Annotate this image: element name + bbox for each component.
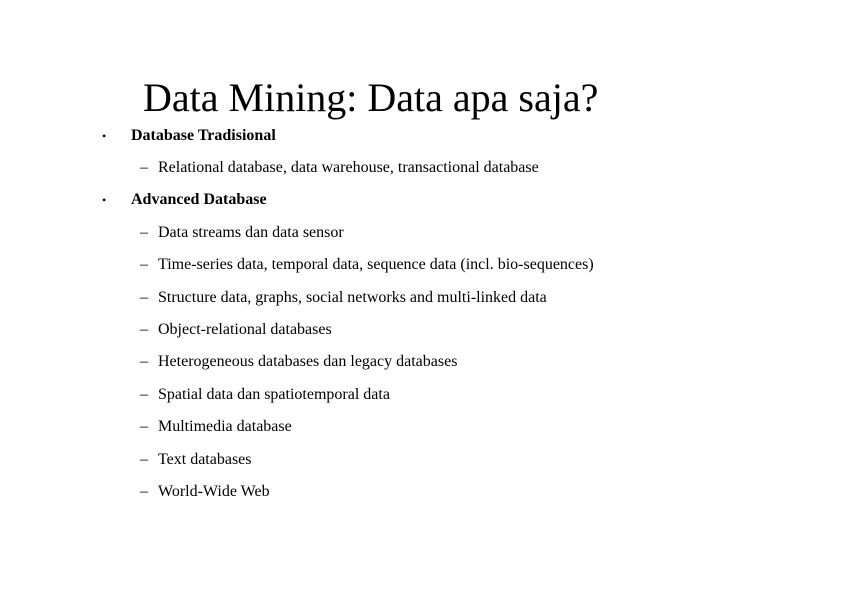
dash-marker: – bbox=[140, 159, 148, 176]
dash-marker: – bbox=[140, 321, 148, 338]
list-item-text: Structure data, graphs, social networks and multi-linked data bbox=[158, 289, 547, 306]
bullet-marker: • bbox=[102, 129, 107, 143]
dash-marker: – bbox=[140, 256, 148, 273]
list-item-text: Multimedia database bbox=[158, 418, 292, 435]
page-title: Data Mining: Data apa saja? bbox=[143, 75, 599, 120]
dash-marker: – bbox=[140, 386, 148, 403]
list-item-text: Spatial data dan spatiotemporal data bbox=[158, 386, 390, 403]
bullet-heading: Advanced Database bbox=[131, 191, 267, 208]
list-item-text: Data streams dan data sensor bbox=[158, 224, 344, 241]
dash-marker: – bbox=[140, 353, 148, 370]
list-item-text: Heterogeneous databases dan legacy databases bbox=[158, 353, 458, 370]
list-item-text: Text databases bbox=[158, 451, 252, 468]
dash-marker: – bbox=[140, 451, 148, 468]
dash-marker: – bbox=[140, 483, 148, 500]
bullet-heading: Database Tradisional bbox=[131, 127, 276, 144]
list-item-text: World-Wide Web bbox=[158, 483, 270, 500]
dash-marker: – bbox=[140, 224, 148, 241]
bullet-marker: • bbox=[102, 193, 107, 207]
dash-marker: – bbox=[140, 289, 148, 306]
list-item-text: Object-relational databases bbox=[158, 321, 332, 338]
dash-marker: – bbox=[140, 418, 148, 435]
list-item-text: Time-series data, temporal data, sequence data (incl. bio-sequences) bbox=[158, 256, 594, 273]
list-item-text: Relational database, data warehouse, transactional database bbox=[158, 159, 539, 176]
